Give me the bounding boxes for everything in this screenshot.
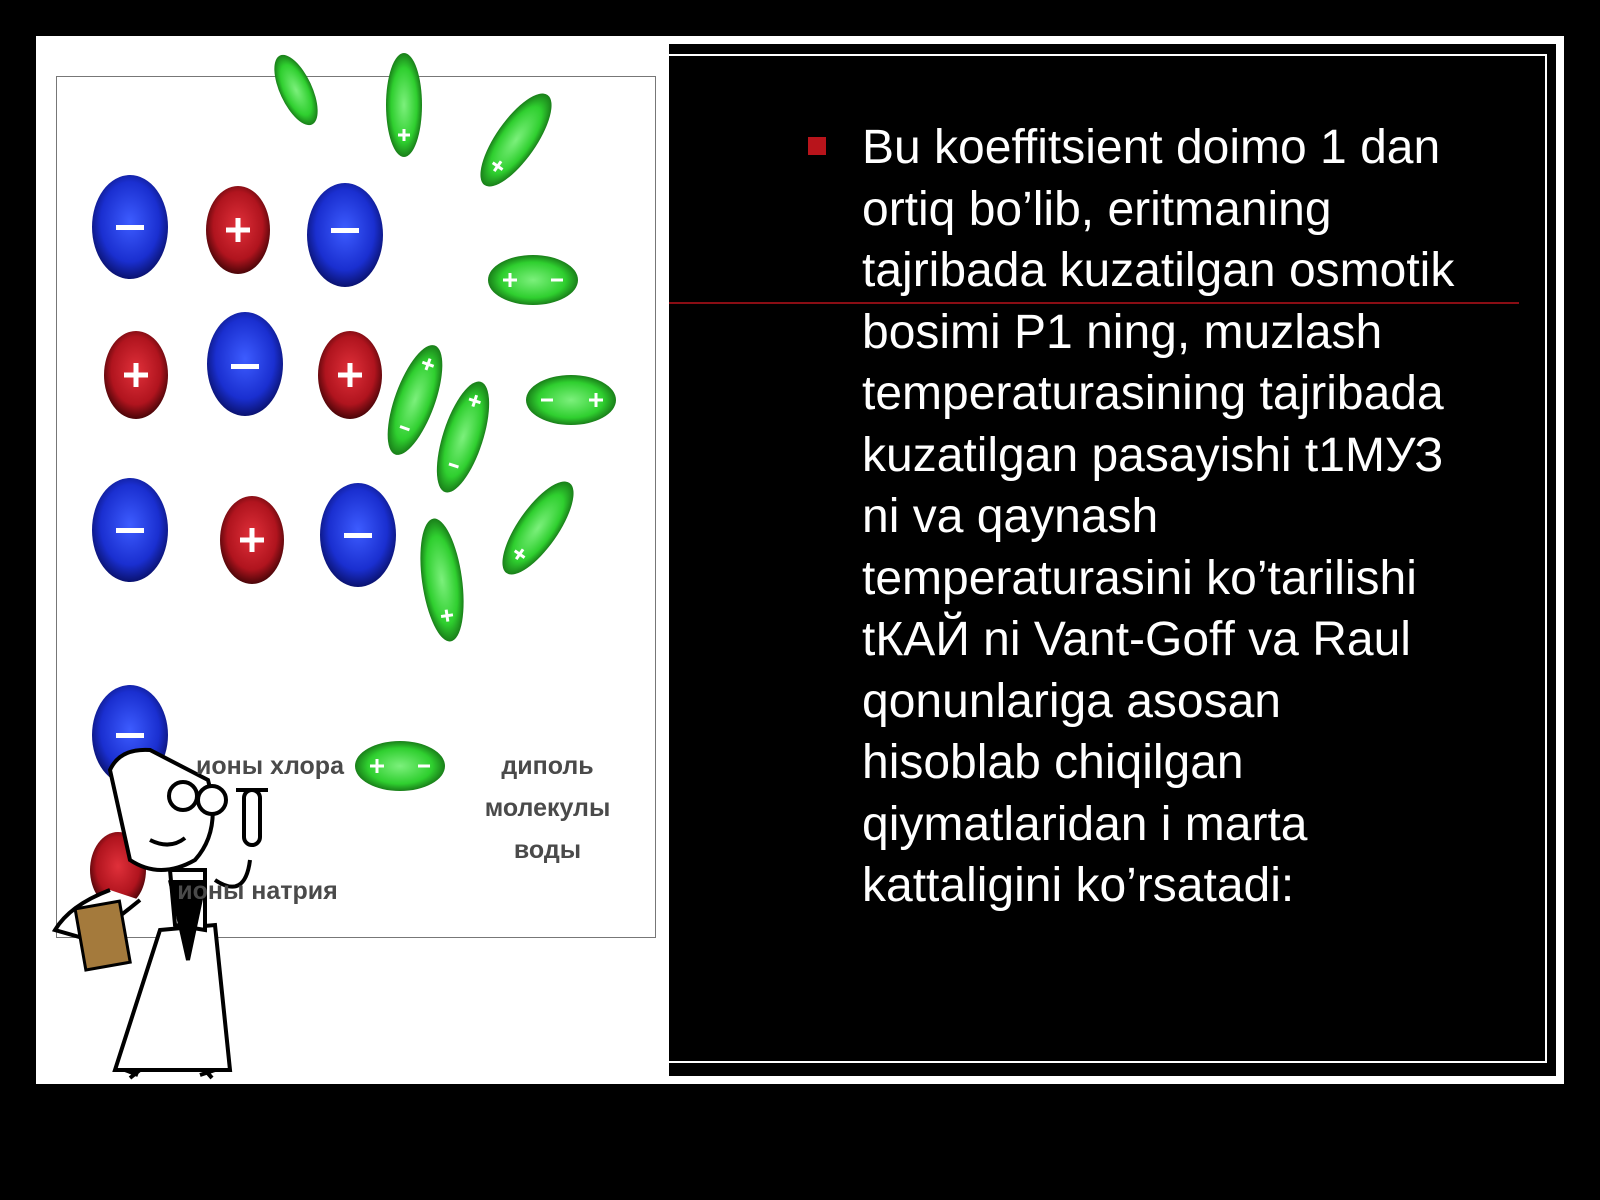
cation-icon: [206, 186, 270, 274]
clipboard-icon: [75, 901, 130, 970]
water-dipole-icon: [386, 53, 422, 157]
water-dipole-icon: [526, 375, 616, 425]
test-tube-icon: [236, 790, 268, 845]
anion-icon: [92, 478, 168, 582]
water-dipole-icon: [468, 83, 564, 196]
chlorine-ions-label: ионы хлора: [196, 752, 344, 780]
anion-icon: [320, 483, 396, 587]
cation-icon: [318, 331, 382, 419]
dipoles-label: диполь молекулы воды: [484, 752, 611, 864]
anion-icon: [207, 312, 283, 416]
bullet-icon: [808, 137, 826, 155]
water-dipole-icon: [414, 516, 471, 644]
water-dipole-icon: [490, 471, 586, 584]
water-dipole-icon: [355, 741, 445, 791]
anion-icon: [92, 175, 168, 279]
bullet-text: Bu koeffitsient doimo 1 dan ortiq bo’lib, eritmaning tajribada kuzatilgan osmotik bosimi P1 ning, muzlash temperaturasining tajribada kuzatilgan pasayishi t1МУЗ ni va qaynash temperaturasini ko’tarilishi tКАЙ ni Vant-Goff va Raul qonunlariga asosan hisoblab chiqilgan qiymatlaridan i marta kattaligini ko’rsatadi:: [862, 121, 1455, 912]
sodium-ions-label: ионы натрия: [177, 877, 338, 905]
cation-icon: [104, 331, 168, 419]
cation-icon: [220, 496, 284, 584]
anion-icon: [307, 183, 383, 287]
water-dipole-icon: [488, 255, 578, 305]
water-dipole-icon: [265, 49, 326, 131]
